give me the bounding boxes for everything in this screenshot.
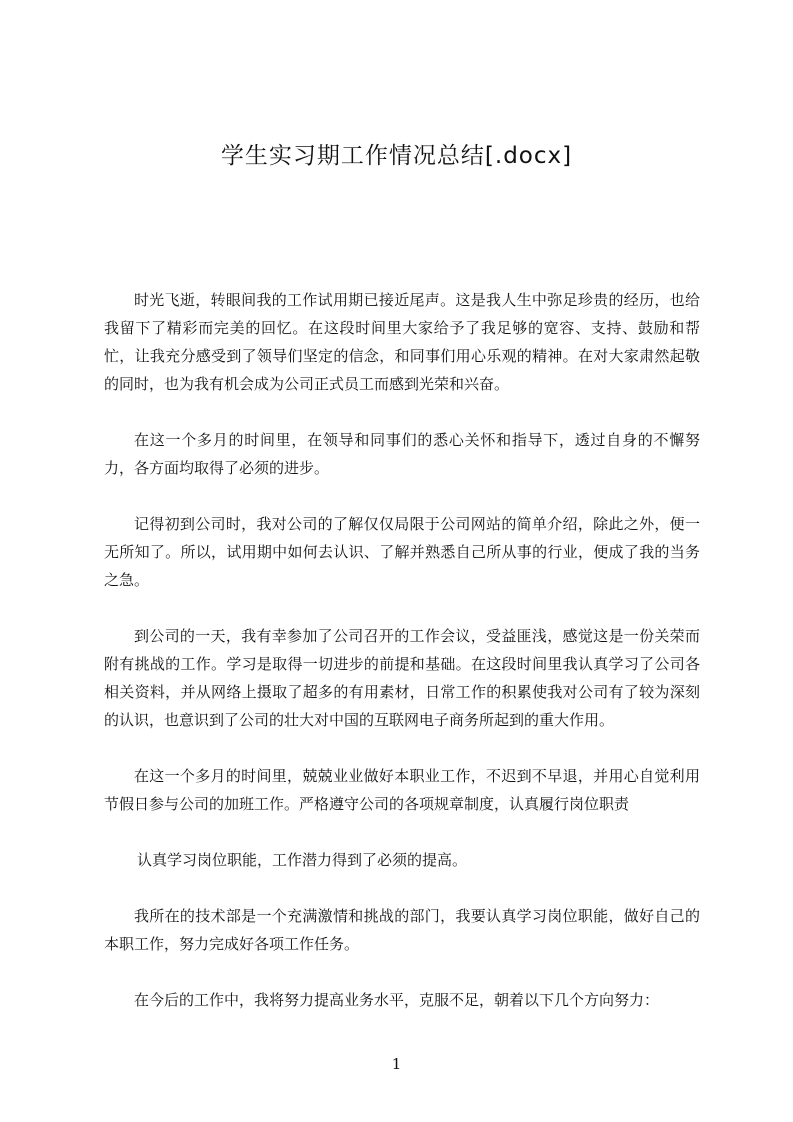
paragraph: 在这一个多月的时间里，兢兢业业做好本职业工作，不迟到不早退，并用心自觉利用节假日参与公司的加班工作。严格遵守公司的各项规章制度，认真履行岗位职责 xyxy=(104,767,700,813)
paragraph: 时光飞逝，转眼间我的工作试用期已接近尾声。这是我人生中弥足珍贵的经历，也给我留下了精彩而完美的回忆。在这段时间里大家给予了我足够的宽容、支持、鼓励和帮忙，让我充分感受到了领导们坚定的信念，和同事们用心乐观的精神。在对大家肃然起敬的同时，也为我有机会成为公司正式员工而感到光荣和兴奋。 xyxy=(104,291,700,393)
page-number: 1 xyxy=(391,1055,402,1073)
document-title: 学生实习期工作情况总结[.docx] xyxy=(220,143,573,169)
paragraph: 在今后的工作中，我将努力提高业务水平，克服不足，朝着以下几个方向努力： xyxy=(134,991,660,1009)
paragraph: 在这一个多月的时间里，在领导和同事们的悉心关怀和指导下，透过自身的不懈努力，各方面均取得了必须的进步。 xyxy=(104,431,700,477)
document-body xyxy=(104,286,700,1042)
paragraph: 记得初到公司时，我对公司的了解仅仅局限于公司网站的简单介绍，除此之外，便一无所知了。所以，试用期中如何去认识、了解并熟悉自己所从事的行业，便成了我的当务之急。 xyxy=(104,515,700,589)
paragraph: 到公司的一天，我有幸参加了公司召开的工作会议，受益匪浅，感觉这是一份关荣而附有挑战的工作。学习是取得一切进步的前提和基础。在这段时间里我认真学习了公司各相关资料，并从网络上摄取了超多的有用素材，日常工作的积累使我对公司有了较为深刻的认识，也意识到了公司的壮大对中国的互联网电子商务所起到的重大作用。 xyxy=(104,627,700,729)
paragraph: 认真学习岗位职能，工作潜力得到了必须的提高。 xyxy=(137,851,468,869)
paragraph: 我所在的技术部是一个充满激情和挑战的部门，我要认真学习岗位职能，做好自己的本职工作，努力完成好各项工作任务。 xyxy=(104,907,700,953)
